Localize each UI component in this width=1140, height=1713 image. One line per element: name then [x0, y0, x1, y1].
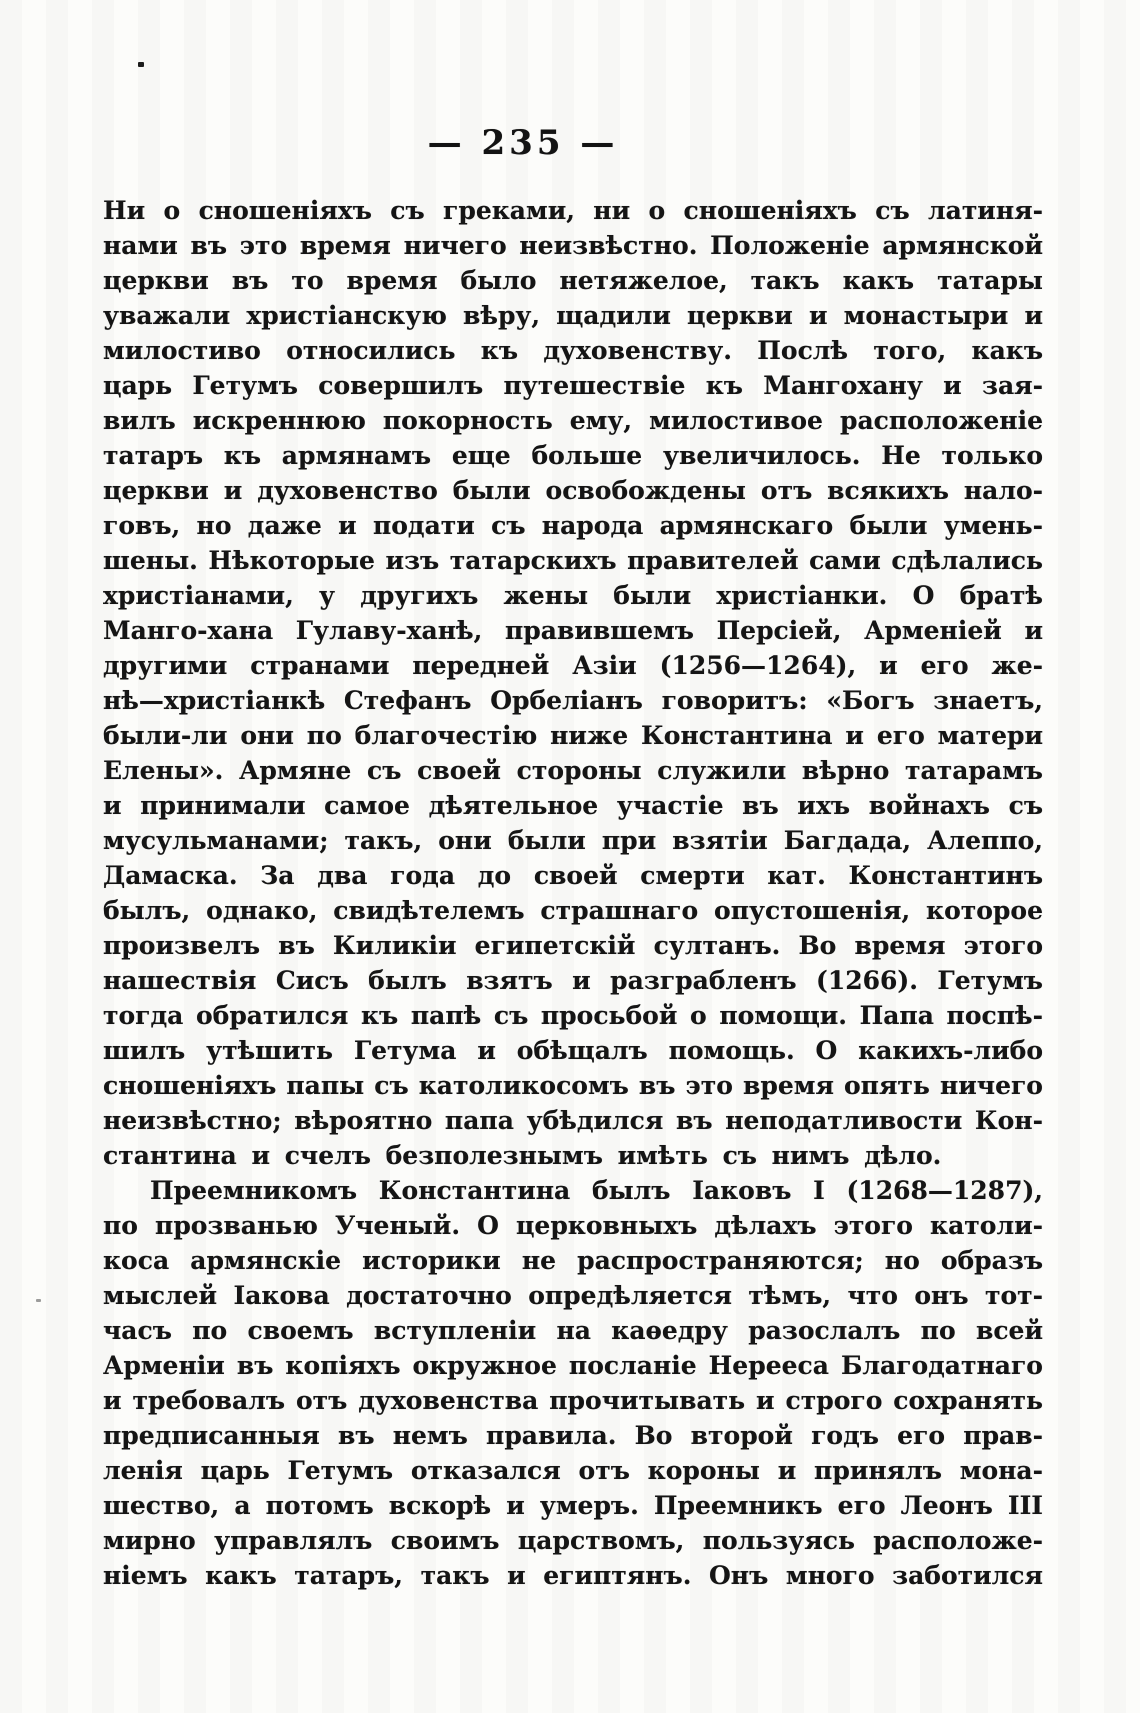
- text-line: былъ, однако, свидѣтелемъ страшнаго опустошенія, которое: [103, 896, 1043, 925]
- ink-speck: [138, 62, 144, 67]
- text-line: татаръ къ армянамъ еще больше увеличилось. Не только: [103, 441, 1043, 470]
- text-line: по прозванью Ученый. О церковныхъ дѣлахъ этого католи-: [103, 1211, 1043, 1240]
- page-number: — 235 —: [427, 123, 619, 163]
- text-line: ніемъ какъ татаръ, такъ и египтянъ. Онъ много заботился: [103, 1561, 1043, 1590]
- text-line: неизвѣстно; вѣроятно папа убѣдился въ неподатливости Кон-: [103, 1106, 1043, 1135]
- text-line: шество, а потомъ вскорѣ и умеръ. Преемникъ его Леонъ III: [103, 1491, 1043, 1520]
- text-line: нашествія Сисъ былъ взятъ и разграбленъ (1266). Гетумъ: [103, 966, 1043, 995]
- text-line: были-ли они по благочестію ниже Константина и его матери: [103, 721, 1043, 750]
- text-line: предписанныя въ немъ правила. Во второй годъ его прав-: [103, 1421, 1043, 1450]
- text-line: и принимали самое дѣятельное участіе въ ихъ войнахъ съ: [103, 791, 1043, 820]
- text-line: Манго-хана Гулаву-ханѣ, правившемъ Персіей, Арменіей и: [103, 616, 1043, 645]
- text-line: милостиво относились къ духовенству. Послѣ того, какъ: [103, 336, 1043, 365]
- text-block: [103, 193, 1043, 1593]
- margin-mark: [36, 1299, 41, 1302]
- text-line: ленія царь Гетумъ отказался отъ короны и принялъ мона-: [103, 1456, 1043, 1485]
- text-line: стантина и счелъ безполезнымъ имѣть съ нимъ дѣло.: [103, 1141, 942, 1170]
- text-line: тогда обратился къ папѣ съ просьбой о помощи. Папа поспѣ-: [103, 1001, 1043, 1030]
- text-line: мусульманами; такъ, они были при взятіи Багдада, Алеппо,: [103, 826, 1043, 855]
- text-line: мыслей Іакова достаточно опредѣляется тѣмъ, что онъ тот-: [103, 1281, 1043, 1310]
- text-line: Арменіи въ копіяхъ окружное посланіе Нерееса Благодатнаго: [103, 1351, 1043, 1380]
- text-line: говъ, но даже и подати съ народа армянскаго были умень-: [103, 511, 1043, 540]
- text-line: нѣ—христіанкѣ Стефанъ Орбеліанъ говоритъ: «Богъ знаетъ,: [103, 686, 1043, 715]
- text-line: другими странами передней Азіи (1256—1264), и его же-: [103, 651, 1043, 680]
- text-line: церкви и духовенство были освобождены отъ всякихъ нало-: [103, 476, 1043, 505]
- text-line: церкви въ то время было нетяжелое, такъ какъ татары: [103, 266, 1043, 295]
- text-line: произвелъ въ Киликіи египетскій султанъ. Во время этого: [103, 931, 1043, 960]
- text-line: мирно управлялъ своимъ царствомъ, пользуясь расположе-: [103, 1526, 1043, 1555]
- text-line: и требовалъ отъ духовенства прочитывать и строго сохранять: [103, 1386, 1043, 1415]
- text-line: шены. Нѣкоторые изъ татарскихъ правителей сами сдѣлались: [103, 546, 1043, 575]
- text-line: Ни о сношеніяхъ съ греками, ни о сношеніяхъ съ латиня-: [103, 196, 1043, 225]
- text-line: шилъ утѣшить Гетума и обѣщалъ помощь. О какихъ-либо: [103, 1036, 1043, 1065]
- text-line: часъ по своемъ вступленіи на каѳедру разослалъ по всей: [103, 1316, 1043, 1345]
- text-line: сношеніяхъ папы съ католикосомъ въ это время опять ничего: [103, 1071, 1043, 1100]
- text-line: уважали христіанскую вѣру, щадили церкви и монастыри и: [103, 301, 1043, 330]
- text-line: коса армянскіе историки не распространяются; но образъ: [103, 1246, 1043, 1275]
- text-line: царь Гетумъ совершилъ путешествіе къ Мангохану и зая-: [103, 371, 1043, 400]
- text-line: вилъ искреннюю покорность ему, милостивое расположеніе: [103, 406, 1043, 435]
- text-line: нами въ это время ничего неизвѣстно. Положеніе армянской: [103, 231, 1043, 260]
- text-line: Дамаска. За два года до своей смерти кат. Константинъ: [103, 861, 1043, 890]
- text-line: Преемникомъ Константина былъ Іаковъ I (1268—1287),: [150, 1176, 1043, 1205]
- text-line: Елены». Армяне съ своей стороны служили вѣрно татарамъ: [103, 756, 1043, 785]
- text-line: христіанами, у другихъ жены были христіанки. О братѣ: [103, 581, 1043, 610]
